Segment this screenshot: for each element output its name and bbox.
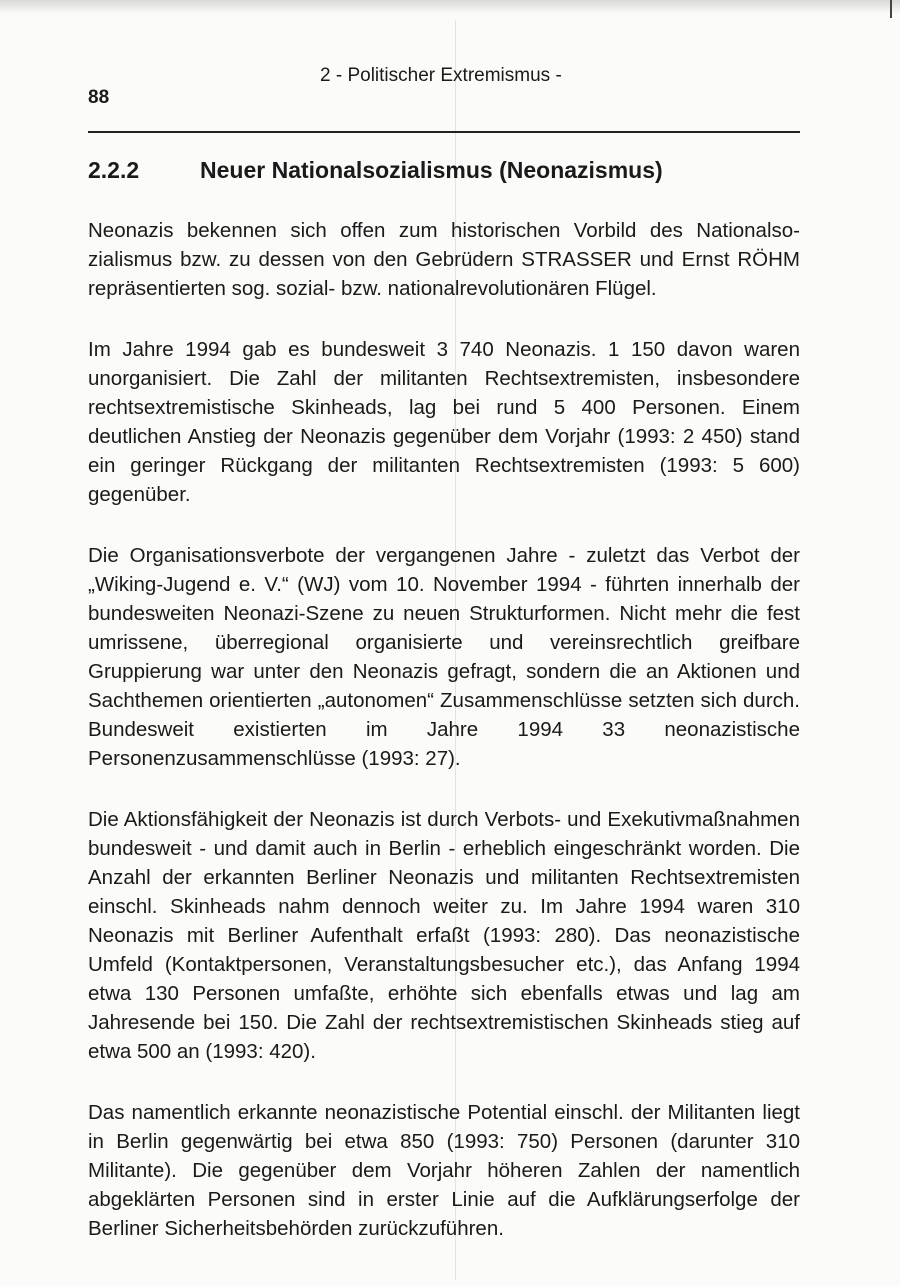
- paragraph: Die Organisationsverbote der vergangenen Jahre - zuletzt das Verbot der „Wiking-Jugend e. V.“ (WJ) vom 10. November 1994 - führten innerhalb der bundesweiten Neonazi-Szene zu neuen Strukturformen. Nicht mehr die fest umrissene, überregional organisierte und vereinsrechtlich greifbare Gruppierung war unter den Neonazis gefragt, sondern die an Aktionen und Sachthemen orientierten „autonomen“ Zusammenschlüsse setzten sich durch. Bundesweit existierten im Jahre 1994 33 neonazistische Personenzusammenschlüsse (1993: 27).: [88, 544, 800, 770]
- paragraph: Die Aktionsfähigkeit der Neonazis ist durch Verbots- und Exekutivmaßnahmen bundesweit - und damit auch in Berlin - erheblich eingeschränkt worden. Die Anzahl der erkannten Berliner Neonazis und militanten Rechtsextremisten einschl. Skinheads nahm dennoch weiter zu. Im Jahre 1994 waren 310 Neonazis mit Berliner Aufenthalt erfaßt (1993: 280). Das neonazistische Umfeld (Kontaktpersonen, Veranstaltungsbesucher etc.), das Anfang 1994 etwa 130 Personen umfaßte, erhöhte sich ebenfalls etwas und lag am Jahresende bei 150. Die Zahl der rechtsextremistischen Skinheads stieg auf etwa 500 an (1993: 420).: [88, 808, 800, 1063]
- section-heading: [88, 155, 663, 185]
- header-divider: [88, 131, 800, 133]
- paragraph: Im Jahre 1994 gab es bundesweit 3 740 Neonazis. 1 150 davon waren unorganisiert. Die Zahl der militanten Rechtsextremisten, insbesondere rechtsextremistische Skinheads, lag bei rund 5 400 Personen. Einem deutlichen Anstieg der Neonazis gegenüber dem Vorjahr (1993: 2 450) stand ein geringer Rückgang der militanten Rechtsextremisten (1993: 5 600) gegenüber.: [88, 338, 800, 506]
- page-number: 88: [88, 87, 110, 108]
- paragraph: Das namentlich erkannte neonazistische Potential einschl. der Militanten liegt in Berlin gegenwärtig bei etwa 850 (1993: 750) Personen (darunter 310 Militante). Die gegenüber dem Vorjahr höheren Zahlen der namentlich abgeklärten Personen sind in erster Linie auf die Aufklärungserfolge der Berliner Sicherheitsbehörden zurückzuführen.: [88, 1101, 800, 1240]
- body-text: [88, 216, 800, 1275]
- section-title: Neuer Nationalsozialismus (Neonazismus): [200, 157, 663, 183]
- scan-shadow: [0, 0, 900, 14]
- scan-artifact: [890, 0, 892, 18]
- running-header: 2 - Politischer Extremismus -: [320, 65, 562, 86]
- paragraph: Neonazis bekennen sich offen zum historischen Vorbild des Nationalsozialismus bzw. zu dessen von den Gebrüdern STRASSER und Ernst RÖHM repräsentierten sog. sozial- bzw. nationalrevolutionären Flügel.: [88, 219, 800, 300]
- section-number: 2.2.2: [88, 157, 140, 183]
